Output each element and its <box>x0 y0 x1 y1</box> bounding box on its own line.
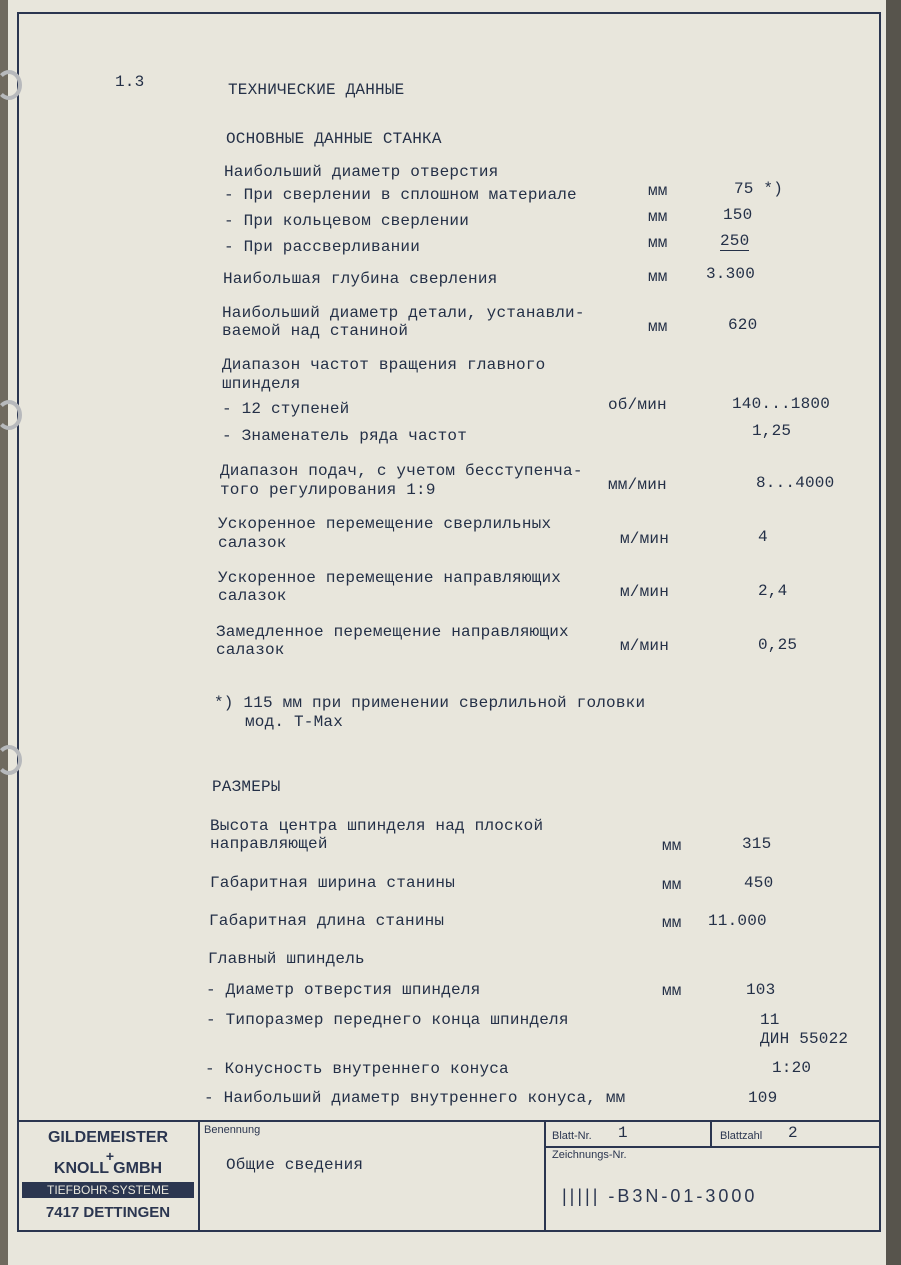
company-logo-plus: + <box>105 1148 115 1164</box>
company-city: 7417 DETTINGEN <box>45 1204 171 1221</box>
spec-label: салазок <box>216 641 285 659</box>
footnote: *) 115 мм при применении сверлильной головки <box>214 694 646 712</box>
spec-unit: мм <box>648 234 668 252</box>
background-edge <box>886 0 901 1265</box>
spec-value: 2,4 <box>758 582 788 600</box>
spec-label: - При рассверливании <box>224 238 421 256</box>
spec-label: салазок <box>218 534 287 552</box>
spec-label: Ускоренное перемещение направляющих <box>218 569 562 587</box>
spec-label: - При сверлении в сплошном материале <box>224 186 577 204</box>
spec-label: того регулирования 1:9 <box>220 481 436 499</box>
footnote: мод. Т-Max <box>245 713 344 731</box>
spec-value: 140...1800 <box>732 395 831 413</box>
spec-value: ДИН 55022 <box>760 1030 849 1048</box>
spec-label: салазок <box>218 587 287 605</box>
spec-unit: мм/мин <box>608 476 667 494</box>
blatt-nr-label: Blatt-Nr. <box>552 1130 592 1142</box>
spec-value: 1:20 <box>772 1059 812 1077</box>
spec-unit: мм <box>648 208 668 226</box>
spec-value: 109 <box>748 1089 778 1107</box>
blattzahl-label: Blattzahl <box>720 1130 763 1142</box>
spec-unit: мм <box>662 876 682 894</box>
spec-label: Наибольший диаметр детали, устанавли- <box>222 304 585 322</box>
spec-label: Диапазон частот вращения главного <box>222 356 546 374</box>
section-heading: ОСНОВНЫЕ ДАННЫЕ СТАНКА <box>226 130 442 148</box>
benennung-cell <box>198 1120 546 1232</box>
spec-value: 150 <box>723 206 753 224</box>
spec-label: Высота центра шпинделя над плоской <box>210 817 544 835</box>
company-logo-line1: GILDEMEISTER <box>47 1129 168 1146</box>
spec-label: - При кольцевом сверлении <box>224 212 470 230</box>
spec-value: 3.300 <box>706 265 756 283</box>
spec-label: Диапазон подач, с учетом бесступенча- <box>220 462 583 480</box>
section-number: 1.3 <box>115 73 145 91</box>
spec-value: 4 <box>758 528 768 546</box>
spec-unit: об/мин <box>608 396 667 414</box>
spec-label: Габаритная длина станины <box>209 912 445 930</box>
spec-unit: м/мин <box>620 583 670 601</box>
company-logo-line2: KNOLL GMBH <box>53 1160 163 1177</box>
section-heading: РАЗМЕРЫ <box>212 778 281 796</box>
benennung-label: Benennung <box>204 1124 261 1136</box>
spec-label: шпинделя <box>222 375 301 393</box>
spec-label: направляющей <box>210 835 328 853</box>
spec-unit: мм <box>662 837 682 855</box>
spec-label: - Наибольший диаметр внутреннего конуса, мм <box>204 1089 626 1107</box>
spec-unit: мм <box>662 914 682 932</box>
spec-label: - 12 ступеней <box>222 400 350 418</box>
page-title: ТЕХНИЧЕСКИЕ ДАННЫЕ <box>228 81 405 99</box>
spec-value: 1,25 <box>752 422 792 440</box>
spec-label: Ускоренное перемещение сверлильных <box>218 515 552 533</box>
spec-unit: м/мин <box>620 637 670 655</box>
spec-label: ваемой над станиной <box>222 322 409 340</box>
spec-unit: м/мин <box>620 530 670 548</box>
spec-label: Наибольший диаметр отверстия <box>224 163 499 181</box>
spec-value: 11.000 <box>708 912 767 930</box>
spec-label: - Конусность внутреннего конуса <box>205 1060 509 1078</box>
spec-label: Главный шпиндель <box>208 950 365 968</box>
benennung-value: Общие сведения <box>226 1156 364 1174</box>
zeichnungs-label: Zeichnungs-Nr. <box>552 1149 627 1161</box>
spec-value: 250 <box>720 232 750 250</box>
spec-unit: мм <box>662 982 682 1000</box>
spec-label: - Знаменатель ряда частот <box>222 427 468 445</box>
spec-value: 11 <box>760 1011 780 1029</box>
spec-label: - Типоразмер переднего конца шпинделя <box>206 1011 569 1029</box>
spec-value: 620 <box>728 316 758 334</box>
spec-label: Замедленное перемещение направляющих <box>216 623 569 641</box>
spec-unit: мм <box>648 268 668 286</box>
spec-value: 75 *) <box>734 180 784 198</box>
spec-unit: мм <box>648 182 668 200</box>
spec-label: Наибольшая глубина сверления <box>223 270 498 288</box>
company-logo-band: TIEFBOHR-SYSTEME <box>22 1182 194 1198</box>
spec-value: 8...4000 <box>756 474 835 492</box>
spec-value: 315 <box>742 835 772 853</box>
spec-label: - Диаметр отверстия шпинделя <box>206 981 481 999</box>
drawing-number: ||||| -B3N-01-3000 <box>562 1186 758 1206</box>
spec-value: 450 <box>744 874 774 892</box>
blatt-nr-value: 1 <box>618 1124 628 1142</box>
blattzahl-value: 2 <box>788 1124 798 1142</box>
spec-value: 0,25 <box>758 636 798 654</box>
spec-unit: мм <box>648 318 668 336</box>
spec-label: Габаритная ширина станины <box>210 874 456 892</box>
spec-value: 103 <box>746 981 776 999</box>
